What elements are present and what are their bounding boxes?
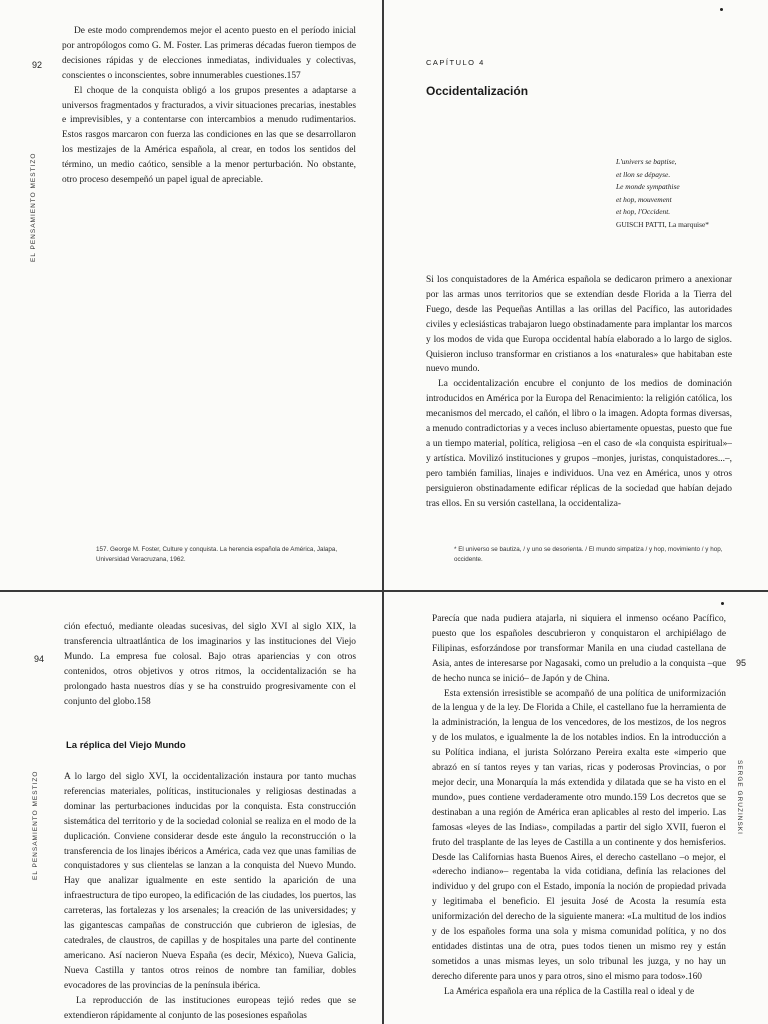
section-title: La réplica del Viejo Mundo [66,740,186,751]
epigraph [616,156,766,231]
scan-mark [721,602,724,605]
epigraph-line: et hop, l'Occident. [616,207,671,216]
epigraph-line: et llon se dépayse. [616,169,671,179]
scan-mark [720,8,723,11]
page-95 [384,592,768,1024]
paragraph: Esta extensión irresistible se acompañó de una política de uniformización de la lengua y de la ley. De Florida a Chile, el castellano fue la herramienta de la administración, la lengua de los vencedores, de los mestizos, de los negros y de los mulatos, e igualmente la de los notables indios. En la introducción a su Política indiana, el jurista Solórzano Pereira exalta este «imperio que abrazó en sí tantos reyes y tan varias, ricas y poderosas Provincias, o por mejor decir, una Monarquía la más extendida y dilatada que se ha visto en el mundo», pues contiene verdaderamente otro mundo.159 Los decretos que se destinaban a una región de América eran aplicables al resto del imperio. Las famosas «leyes de las Indias», compiladas a partir del siglo XVII, fueron el fruto del trasplante de las leyes de Castilla a un continente y dos hemisferios. Desde las Californias hasta Buenos Aires, el derecho castellano –o mejor, el «derecho indiano»– regentaba la vida cotidiana, definía las relaciones del individuo y del grupo con el Estado, imponía la noción de propiedad privada y legitimaba el beneficio. El jesuita José de Acosta la resumía esta uniformización del derecho de la siguiente manera: «La multitud de los indios y de los españoles forma una sola y misma comunidad política, y no dos entidades distintas una de otra, pues todos tienen un mismo rey y están sometidos a unas mismas leyes, un solo tribunal les juzga, y no hay un derecho diferente para unos y para otros, sino el mismo para todos».160 [432,688,726,982]
paragraph: De este modo comprendemos mejor el acento puesto en el período inicial por antropólogos como G. M. Foster. Las primeras décadas fueron tiempos de decisiones rápidas y de elecciones inmediatas, individuales y colectivas, conscientes o inconscientes, sobre innumerables cuestiones.157 [62,26,356,81]
running-head: EL PENSAMIENTO MESTIZO [32,770,39,880]
epigraph-line: L'univers se baptise, [616,157,677,166]
paragraph: El choque de la conquista obligó a los grupos presentes a adaptarse a universos fragmentados y fracturados, a vivir situaciones precarias, inestables e imprevisibles, y a contentarse con intercambios a menudo rudimentarios. Estos rasgos marcaron con fuerza las condiciones en las que se desarrollaron los mestizajes de la América española, al crear, en todos los sentidos del término, un medio caótico, sensible a la menor perturbación. No obstante, otro proceso desempeñó un papel igual de apreciable. [62,85,356,186]
page-94 [0,592,382,1024]
paragraph: ción efectuó, mediante oleadas sucesivas, del siglo XVI al siglo XIX, la transferencia ultraatlántica de los imaginarios y las instituciones del Viejo Mundo. La empresa fue colosal. Bajo otras apariencias y con otros contenidos, otros objetivos y otros ritmos, la occidentalización se ha prolongado hasta nuestros días y se ha construido progresivamente con el conjunto del globo.158 [64,622,356,707]
footnote: * El universo se bautiza, / y uno se desorienta. / El mundo simpatiza / y hop, movimiento / y hop, occidente. [454,546,723,563]
body-text-bottom [64,770,356,1023]
paragraph: Parecía que nada pudiera atajarla, ni siquiera el inmenso océano Pacífico, puesto que los españoles descubrieron y conquistaron el archipiélago de Filipinas, esforzándose por transformar Manila en una ciudad castellana de Asia, antes de interesarse por Nagasaki, como un preludio a la conquista –que de hecho nunca se inició– de Japón y de China. [432,614,726,684]
epigraph-attribution: GUISCH PATTI, La marquise* [616,219,709,229]
page-number: 94 [34,654,45,664]
footnote: 157. George M. Foster, Culture y conquista. La herencia española de América, Jalapa, Universidad Veracruzana, 1962. [96,546,338,563]
paragraph: La reproducción de las instituciones europeas tejió redes que se extendieron rápidamente al conjunto de las posesiones españolas [64,995,356,1021]
epigraph-line: et hop, mouvement [616,194,672,204]
chapter-label: CAPÍTULO 4 [426,58,485,67]
page-number: 95 [736,658,747,668]
running-head: EL PENSAMIENTO MESTIZO [30,152,37,262]
page-92 [0,0,382,590]
epigraph-line: Le monde sympathise [616,182,680,191]
paragraph: Si los conquistadores de la América española se dedicaron primero a anexionar por las armas unos territorios que se extendían desde Florida a la Tierra del Fuego, desde las Pequeñas Antillas a las orillas del Pacífico, las autoridades civiles y eclesiásticas trabajaron luego obstinadamente para implantar los marcos y los modos de vida que Europa occidental había elaborado a lo largo de siglos. Quisieron incluso transformar en cristianos a los «naturales» que habitaban este nuevo mundo. [426,275,732,375]
paragraph: La América española era una réplica de la Castilla real o ideal y de [444,986,695,997]
body-text [426,273,732,512]
body-text [62,24,356,188]
body-text [432,612,726,1000]
running-head: SERGE GRUZINSKI [736,760,743,835]
paragraph: A lo largo del siglo XVI, la occidentalización instaura por tanto muchas referencias materiales, políticas, institucionales y religiosas destinadas a dominar las perturbaciones inducidas por la conquista. Esta construcción sistemática del territorio y de la sociedad colonial se realiza en el modo de la duplicación. Conviene considerar desde este ángulo la reconstrucción o la transferencia de los linajes ibéricos a América, cada vez que unas familias de conquistadores y sus clientelas se lanzan a la conquista del Nuevo Mundo. Hay que analizar igualmente en este sentido la aparición de una infraestructura de tipo europeo, la edificación de las ciudades, los puertos, las carreteras, las fortalezas y los arsenales; la creación de las universidades; y las gigantescas campañas de construcción que cubrieron de iglesias, de catedrales, de claustros, de capillas y de hospitales una parte del continente americano. Así nacieron Nueva España (es decir, México), Nueva Galicia, Nueva Castilla y tantos otros reinos de nombre tan familiar, dobles evocadores de las provincias de la península ibérica. [64,772,356,991]
body-text-top [64,620,356,709]
paragraph: La occidentalización encubre el conjunto de los medios de dominación introducidos en América por la Europa del Renacimiento: la religión católica, los mecanismos del mercado, el cañón, el libro o la imagen. Adopta formas diversas, a menudo contradictorias y a veces incluso abiertamente opuestas, puesto que fue a un tiempo material, política, religiosa –en el caso de «la conquista espiritual»– y artística. Movilizó instituciones y grupos –monjes, juristas, conquistadores...–, pero también familias, linajes e individuos. Una vez en América, unos y otros persiguieron obstinadamente edificar réplicas de la sociedad que habían dejado tras ellos. En su versión castellana, la occidentaliza- [426,379,732,509]
page-93 [384,0,768,590]
page-number: 92 [32,60,43,70]
chapter-title: Occidentalización [426,84,529,98]
